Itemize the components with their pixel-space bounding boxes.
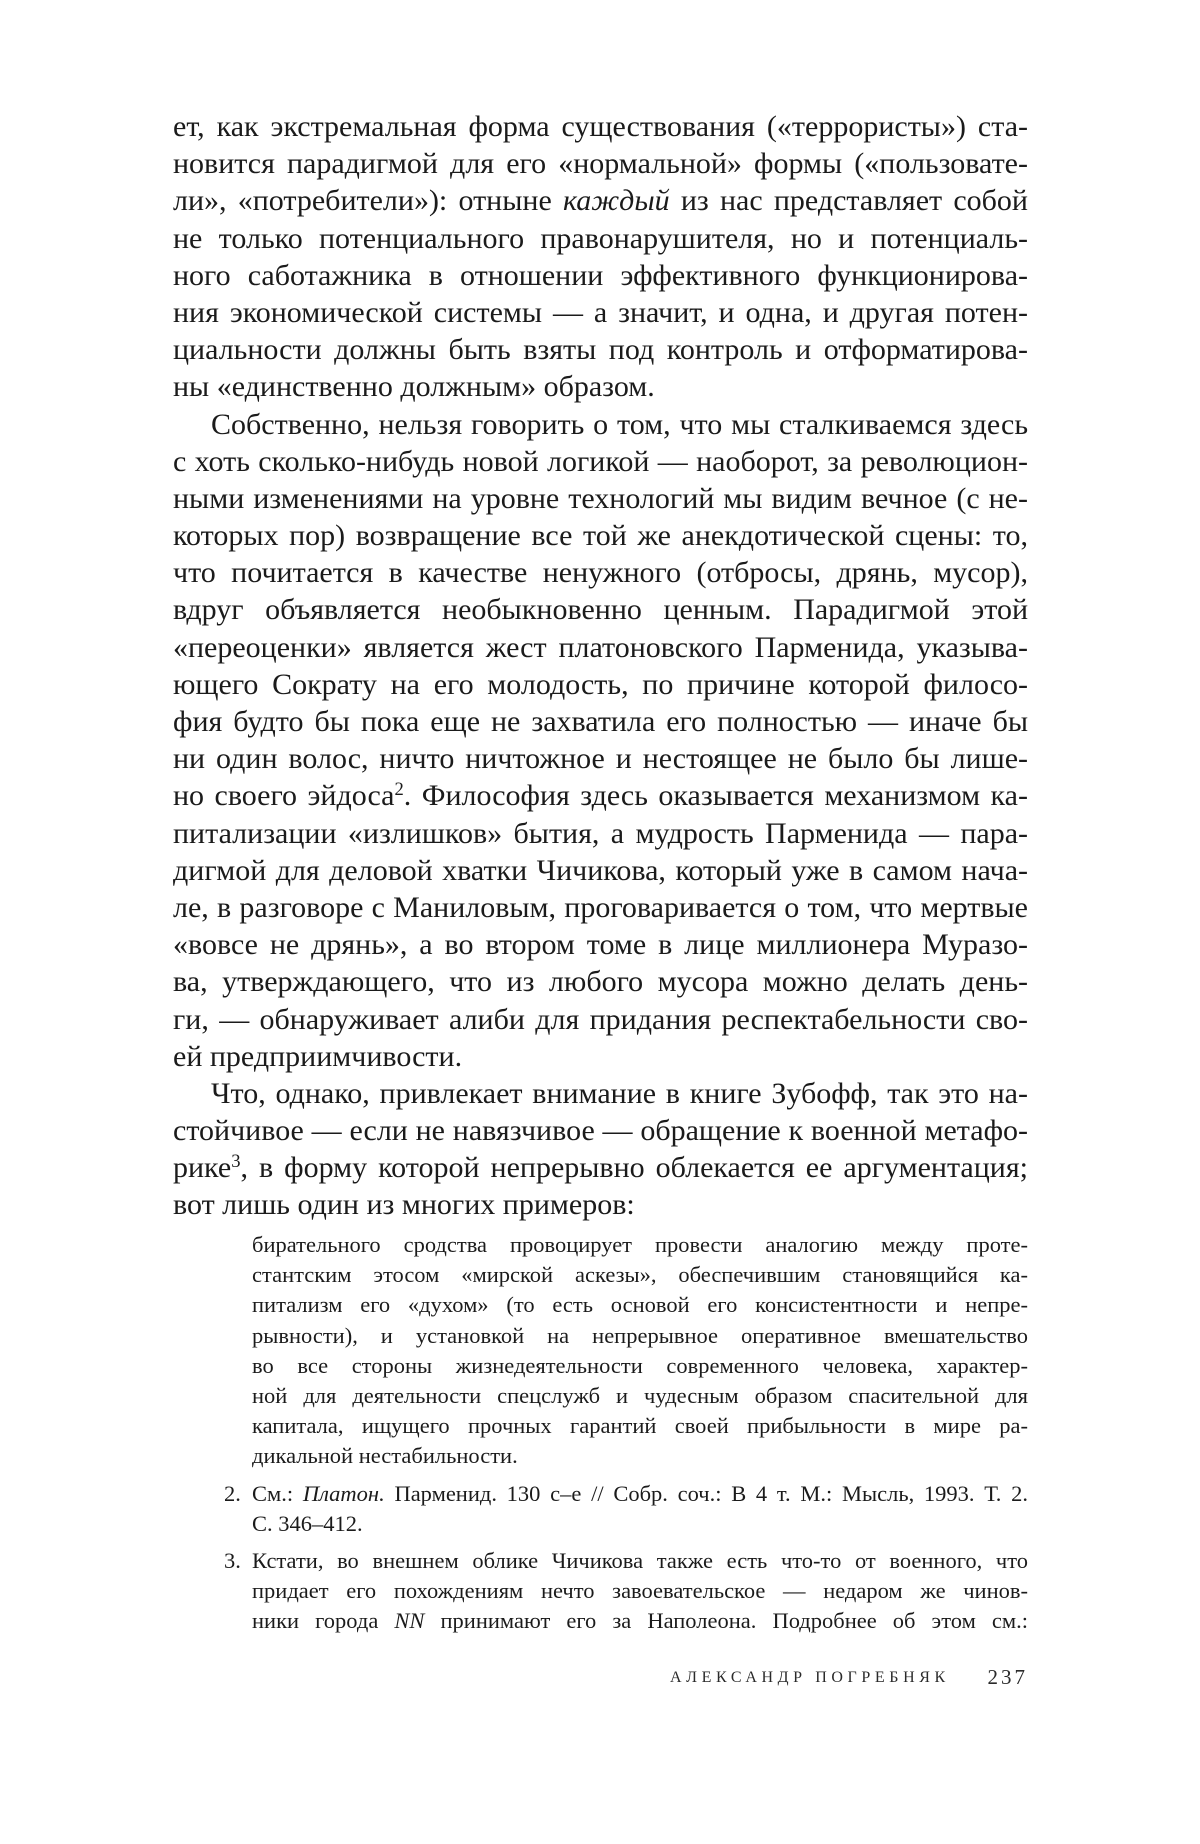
footnote-line: рывности), и установкой на непрерывное оперативное вмешательство bbox=[252, 1322, 1028, 1348]
text-line: не только потенциального правонарушителя, но и потенциаль- bbox=[173, 221, 1028, 255]
footnote-line: ной для деятельности спецслужб и чудесным образом спасительной для bbox=[252, 1382, 1028, 1408]
text-line: ющего Сократу на его молодость, по причине которой филосо- bbox=[173, 667, 1028, 701]
text-line: вот лишь один из многих примеров: bbox=[173, 1188, 635, 1222]
text-line: фия будто бы пока еще не захватила его полностью — иначе бы bbox=[173, 705, 1028, 738]
footnote-line: стантским этосом «мирской аскезы», обеспечившим становящийся ка- bbox=[252, 1262, 1028, 1288]
footnote-number: 3. bbox=[224, 1547, 241, 1573]
running-footer bbox=[670, 1665, 1028, 1699]
footnote-number: 2. bbox=[224, 1480, 241, 1506]
text-line bbox=[173, 777, 1028, 814]
text-line: стойчивое — если не навязчивое — обращение к военной метафо- bbox=[173, 1114, 1028, 1148]
text-line: Что, однако, привлекает внимание в книге Зубофф, так это на- bbox=[211, 1076, 1028, 1110]
footnote-line: питализм его «духом» (то есть основой его консистентности и непре- bbox=[252, 1292, 1028, 1318]
text-fragment: См.: bbox=[252, 1480, 303, 1506]
text-line: вдруг объявляется необыкновенно ценным. Парадигмой этой bbox=[173, 593, 1028, 627]
footnote-line bbox=[252, 1479, 1028, 1509]
text-line: ги, — обнаруживает алиби для придания респектабельности сво- bbox=[173, 1002, 1028, 1036]
text-fragment: принимают его за Наполеона. Подробнее об этом см.: bbox=[424, 1608, 1028, 1634]
text-fragment: из нас представляет собой bbox=[669, 184, 1028, 218]
text-line: ей предприимчивости. bbox=[173, 1039, 463, 1073]
text-line: которых пор) возвращение все той же анекдотической сцены: то, bbox=[173, 519, 1028, 553]
footnote-line: дикальной нестабильности. bbox=[252, 1443, 518, 1469]
page-number: 237 bbox=[987, 1665, 1028, 1689]
footnote-3 bbox=[224, 1546, 1028, 1637]
text-line: ва, утверждающего, что из любого мусора можно делать день- bbox=[173, 965, 1028, 999]
text-line: ни один волос, ничто ничтожное и нестоящее не было бы лише- bbox=[173, 742, 1028, 776]
text-line: новится парадигмой для его «нормальной» формы («пользовате- bbox=[173, 147, 1028, 181]
text-fragment: Парменид. 130 c–e // Собр. соч.: В 4 т. М.: Мысль, 1993. Т. 2. bbox=[384, 1480, 1028, 1506]
text-line: с хоть сколько-нибудь новой логикой — наоборот, за революцион- bbox=[173, 444, 1028, 478]
text-fragment: рике bbox=[173, 1151, 232, 1185]
italic-city: NN bbox=[394, 1608, 425, 1634]
text-fragment: ли», «потребители»): отныне bbox=[173, 184, 563, 218]
main-text bbox=[173, 108, 1028, 1224]
text-line: «вовсе не дрянь», а во втором томе в лице миллионера Муразо- bbox=[173, 928, 1028, 962]
footnote-ref-2[interactable]: 2 bbox=[394, 779, 404, 801]
text-fragment: . Философия здесь оказывается механизмом ка- bbox=[403, 779, 1028, 813]
paragraph bbox=[173, 108, 1028, 406]
footnote-line: придает его похождениям нечто завоевательское — недаром же чинов- bbox=[252, 1578, 1028, 1604]
footnote-line: капитала, ищущего прочных гарантий своей прибыльности в мире ра- bbox=[252, 1413, 1028, 1439]
text-line bbox=[173, 1149, 1028, 1186]
text-fragment: но своего эйдоса bbox=[173, 779, 395, 813]
footnote-continued bbox=[252, 1230, 1028, 1472]
text-line: циальности должны быть взяты под контроль и отформатирова- bbox=[173, 333, 1028, 367]
footnote-line: Кстати, во внешнем облике Чичикова также есть что-то от военного, что bbox=[252, 1547, 1028, 1573]
text-fragment: , в форму которой непрерывно облекается ее аргументация; bbox=[240, 1151, 1028, 1185]
text-line: дигмой для деловой хватки Чичикова, который уже в самом нача- bbox=[173, 853, 1028, 887]
footnotes bbox=[224, 1230, 1028, 1636]
italic-author: Платон. bbox=[302, 1480, 385, 1506]
footnote-line: бирательного сродства провоцирует провести аналогию между проте- bbox=[252, 1232, 1028, 1257]
text-line: ными изменениями на уровне технологий мы видим вечное (с не- bbox=[173, 481, 1028, 515]
footnote-2 bbox=[224, 1479, 1028, 1539]
running-author-name: АЛЕКСАНДР ПОГРЕБНЯК bbox=[670, 1669, 950, 1686]
paragraph bbox=[173, 1075, 1028, 1224]
text-line: ного саботажника в отношении эффективного функционирова- bbox=[173, 258, 1028, 292]
text-line bbox=[173, 182, 1028, 219]
footnote-line: С. 346–412. bbox=[252, 1510, 363, 1536]
footnote-ref-3[interactable]: 3 bbox=[231, 1151, 241, 1173]
footnote-line: во все стороны жизнедеятельности современного человека, характер- bbox=[252, 1352, 1028, 1378]
text-line: Собственно, нельзя говорить о том, что мы сталкиваемся здесь bbox=[211, 407, 1028, 441]
text-line: ны «единственно должным» образом. bbox=[173, 370, 655, 404]
text-line: питализации «излишков» бытия, а мудрость Парменида — пара- bbox=[173, 816, 1028, 850]
text-line: что почитается в качестве ненужного (отбросы, дрянь, мусор), bbox=[173, 556, 1028, 590]
text-line: «переоценки» является жест платоновского Парменида, указыва- bbox=[173, 630, 1028, 664]
text-fragment: ники города bbox=[252, 1608, 395, 1634]
text-line: ния экономической системы — а значит, и одна, и другая потен- bbox=[173, 295, 1028, 329]
italic-emphasis: каждый bbox=[562, 184, 670, 218]
paragraph bbox=[173, 406, 1028, 1075]
text-line: ет, как экстремальная форма существования («террористы») ста- bbox=[173, 110, 1028, 143]
text-line: ле, в разговоре с Маниловым, проговаривается о том, что мертвые bbox=[173, 890, 1028, 924]
footnote-line bbox=[252, 1606, 1028, 1636]
